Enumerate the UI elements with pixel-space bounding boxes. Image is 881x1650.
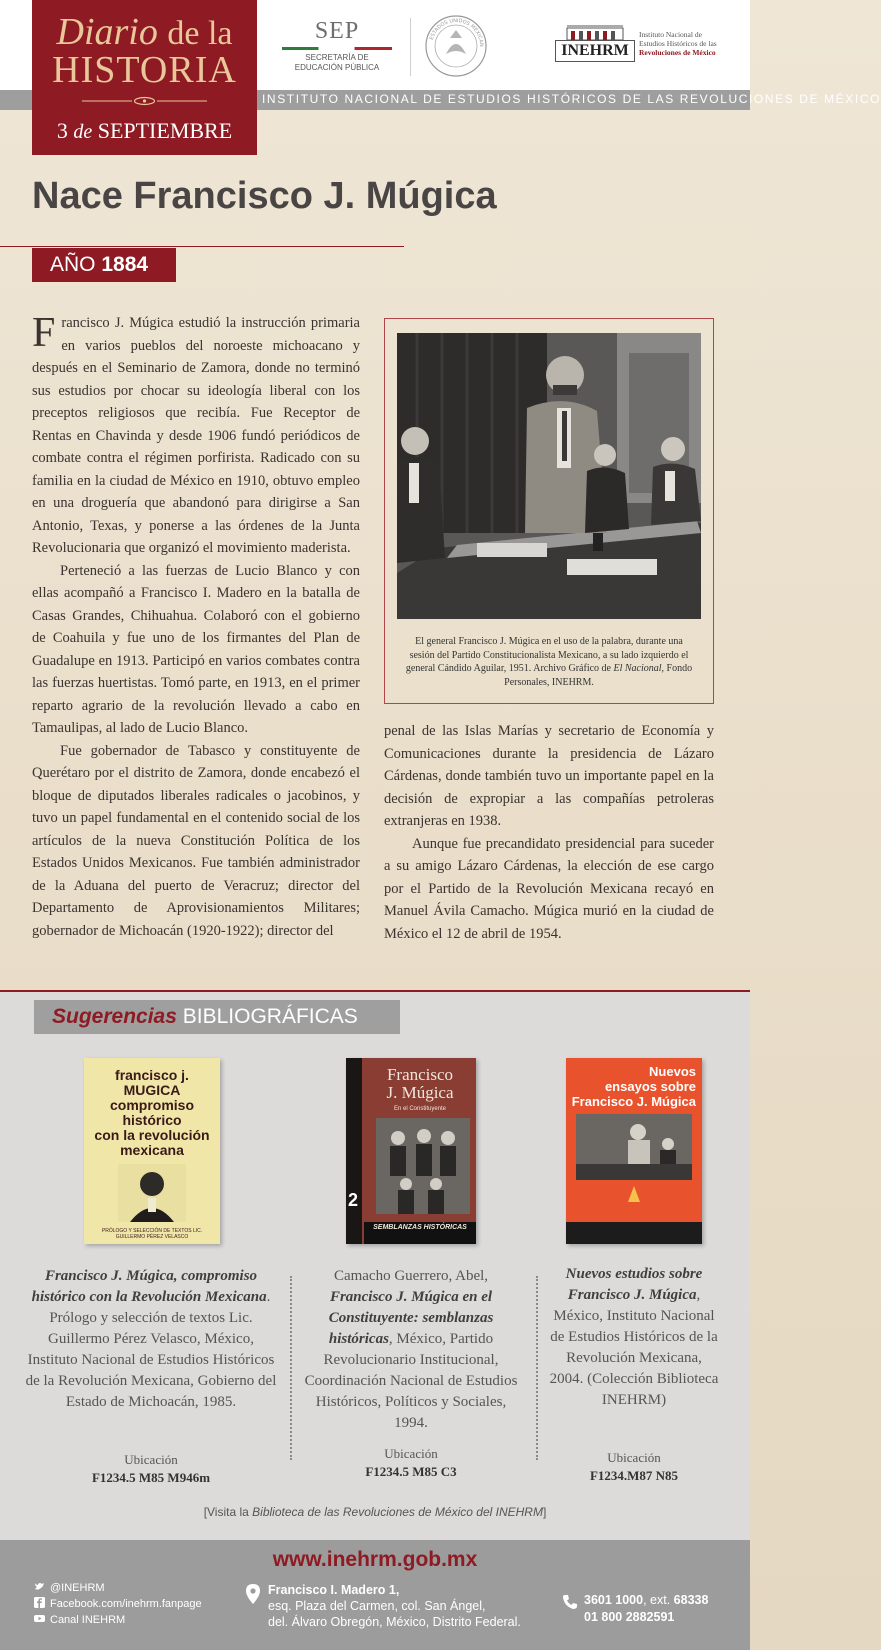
book-2-title: Francisco J. Múgica en el Constituyente: semblanzas históricas xyxy=(328,1289,494,1347)
sep-flag-stripe xyxy=(282,47,392,50)
cover3-line3: Francisco J. Múgica xyxy=(571,1094,696,1109)
youtube-link[interactable] xyxy=(34,1612,202,1628)
cover1-footer: PRÓLOGO Y SELECCIÓN DE TEXTOS LIC. GUILLERMO PÉREZ VELASCO xyxy=(101,1228,203,1240)
cover1-portrait xyxy=(118,1164,186,1222)
cover1-line1: francisco j. xyxy=(115,1067,189,1083)
cover2-title2: J. Múgica xyxy=(386,1083,454,1102)
masthead-word-historia: HISTORIA xyxy=(52,49,237,91)
masthead-word-diario: Diario xyxy=(56,11,158,53)
visit-close: ] xyxy=(542,1505,547,1519)
book-3-details: , México, Instituto Nacional de Estudios Históricos de la Revolución Mexicana, 2004. (Colección Biblioteca INEHRM) xyxy=(549,1287,719,1408)
address-line-2: esq. Plaza del Carmen, col. San Ángel, xyxy=(268,1599,486,1613)
twitter-handle: @INEHRM xyxy=(50,1582,105,1594)
suggestions-header-strong: Sugerencias xyxy=(52,1005,177,1028)
article-paragraph-2: Perteneció a las fuerzas de Lucio Blanco y con ellas acompañó a Francisco I. Madero en la batalla de Casas Grandes, Chihuahua. Colaboró con el gobierno de Coahuila y fue uno de los firmantes del Plan de Guadalupe en 1913. Participó en varios combates contra las fuerzas huertistas. Tomó parte, en 1913, en el primer reparto agrario de la revolución llevado a cabo en Tamaulipas, al lado de Lucio Blanco. xyxy=(32,562,360,736)
book-2-location-label: Ubicación xyxy=(384,1446,438,1461)
book-3-description xyxy=(548,1264,720,1411)
cover1-line5: con la revolución xyxy=(94,1127,210,1143)
facebook-url: Facebook.com/inehrm.fanpage xyxy=(50,1598,202,1610)
inehrm-abbr: INEHRM xyxy=(555,40,635,62)
logo-divider xyxy=(410,18,411,76)
book-1-description xyxy=(22,1266,280,1413)
cover3-line2: ensayos sobre xyxy=(604,1079,696,1094)
sep-sub-line2: EDUCACIÓN PÚBLICA xyxy=(294,63,380,72)
cover1-line2: MUGICA xyxy=(123,1082,181,1098)
caption-text-b: , Fondo Personales, INEHRM. xyxy=(504,663,693,688)
address xyxy=(268,1582,521,1630)
cover3-photo xyxy=(576,1114,692,1180)
suggestions-header-rest: BIBLIOGRÁFICAS xyxy=(182,1005,358,1028)
cover2-footer: SEMBLANZAS HISTÓRICAS xyxy=(373,1224,467,1231)
inehrm-fullname xyxy=(639,30,749,57)
paragraph-1-text: rancisco J. Múgica estudió la instrucción primaria en varios pueblos del noroeste michoacano y después en el Seminario de Zamora, donde no terminó sus estudios por chocar su ideología liberal con los preceptos religiosos que recibía. Fue Receptor de Rentas en Chavinda y desde 1906 fundó periódicos de combate contra el régimen porfirista. Radicado con su familia en la ciudad de México en 1910, obtuvo empleo en una droguería que abandonó para dirigirse a San Antonio, Texas, y ponerse a las órdenes de la Junta Revolucionaria que organizó el movimiento maderista. xyxy=(32,315,360,556)
inehrm-line1: Instituto Nacional de xyxy=(639,30,702,39)
youtube-icon xyxy=(34,1613,45,1624)
article-paragraph-3: Fue gobernador de Tabasco y constituyente de Querétaro por el distrito de Zamora, donde encabezó el bloque de diputados liberales radicales o jacobinos, y tuvo un papel fundamental en el contenido social de los artículos de la nueva Constitución Política de los Estados Unidos Mexicanos. Fue también administrador de la Aduana del puerto de Veracruz; director del Departamento de Aprovisionamientos Militares; gobernador de Michoacán (1920-1922); director del xyxy=(32,742,360,939)
book-2-details: , México, Partido Revolucionario Institucional, Coordinación Nacional de Estudios Históricos, Políticos y Sociales, 1994. xyxy=(304,1331,518,1431)
book-cover-3[interactable] xyxy=(566,1058,702,1244)
book-2-author: Camacho Guerrero, Abel, xyxy=(333,1268,489,1284)
phone-ext-label: , ext. xyxy=(643,1593,674,1607)
book-separator-2 xyxy=(536,1276,538,1460)
caption-text-a: El general Francisco J. Múgica en el uso de la palabra, durante una sesión del Partido Constitucionalista Mexicano, a su lado izquierdo el general Cándido Aguilar, 1951. Archivo Gráfico de xyxy=(405,636,689,674)
date-month: SEPTIEMBRE xyxy=(97,118,233,143)
cover2-sub: En el Constituyente xyxy=(393,1106,447,1112)
article-paragraph-1 xyxy=(32,312,360,560)
twitter-link[interactable] xyxy=(34,1580,202,1596)
svg-text:ESTADOS UNIDOS MEXICANOS: ESTADOS UNIDOS MEXICAN xyxy=(428,17,485,47)
masthead-word-dela: de la xyxy=(167,15,233,52)
phone-ext: 68338 xyxy=(673,1593,709,1607)
year-label: AÑO xyxy=(50,253,96,276)
library-visit-note[interactable] xyxy=(0,1505,750,1519)
twitter-icon xyxy=(34,1581,45,1592)
book-2-location-code: F1234.5 M85 C3 xyxy=(365,1464,457,1479)
masthead xyxy=(32,0,257,155)
date-de: de xyxy=(73,121,93,143)
book-3-location-label: Ubicación xyxy=(607,1450,661,1465)
article-column-right xyxy=(384,720,714,945)
visit-library-name: Biblioteca de las Revoluciones de México del INEHRM xyxy=(252,1505,543,1519)
book-cover-1[interactable] xyxy=(84,1058,220,1244)
drop-cap: F xyxy=(32,310,56,356)
article-column-left xyxy=(32,312,360,942)
book-cover-2[interactable] xyxy=(346,1058,476,1244)
institute-band-text: INSTITUTO NACIONAL DE ESTUDIOS HISTÓRICOS DE LAS REVOLUCIONES DE MÉXICO xyxy=(262,92,881,106)
facebook-link[interactable] xyxy=(34,1596,202,1612)
visit-open: [Visita la xyxy=(203,1505,253,1519)
date-day: 3 xyxy=(56,118,68,143)
inehrm-line2: Estudios Históricos de las xyxy=(639,39,717,48)
sep-logo-title: SEP xyxy=(314,18,360,44)
caption-italic: El Nacional xyxy=(613,663,662,674)
book-1-location-code: F1234.5 M85 M946m xyxy=(91,1470,211,1485)
phone-toll: 01 800 2882591 xyxy=(584,1610,675,1624)
sep-logo-subtitle xyxy=(278,53,396,73)
cover2-photo xyxy=(376,1118,470,1214)
phone-icon xyxy=(562,1594,578,1610)
inehrm-logo[interactable] xyxy=(555,24,745,68)
cover2-title1: Francisco xyxy=(386,1065,454,1084)
social-links xyxy=(34,1580,202,1628)
cover1-line6: mexicana xyxy=(120,1142,184,1158)
phone-main-line[interactable] xyxy=(584,1592,708,1609)
sep-logo[interactable] xyxy=(278,18,396,73)
book-separator-1 xyxy=(290,1276,292,1460)
historic-photo xyxy=(397,333,701,619)
location-pin-icon xyxy=(246,1584,260,1604)
address-line-3: del. Álvaro Obregón, México, Distrito Federal. xyxy=(268,1615,521,1629)
youtube-channel: Canal INEHRM xyxy=(50,1614,126,1626)
book-1-title: Francisco J. Múgica, compromiso histórico con la Revolución Mexicana xyxy=(31,1268,267,1305)
website-link[interactable]: www.inehrm.gob.mx xyxy=(272,1548,478,1571)
page-title: Nace Francisco J. Múgica xyxy=(32,175,497,217)
title-rule xyxy=(0,246,404,247)
photo-frame xyxy=(384,318,714,704)
cover2-number: 2 xyxy=(348,1190,359,1210)
book-2-description xyxy=(302,1266,520,1434)
cover1-line3: compromiso xyxy=(109,1097,194,1113)
year-value: 1884 xyxy=(101,253,149,276)
phone-main: 3601 1000 xyxy=(584,1593,644,1607)
article-paragraph-3-continued: penal de las Islas Marías y secretario de Economía y Comunicaciones durante la presidencia de Lázaro Cárdenas, donde también tuvo un importante papel en la decisión de expropiar a las compañías petroleras extranjeras en 1938. xyxy=(384,723,714,829)
year-badge xyxy=(32,248,176,282)
address-street: Francisco I. Madero 1, xyxy=(268,1583,400,1597)
inehrm-line3: Revoluciones de México xyxy=(639,48,716,57)
sep-sub-line1: SECRETARÍA DE xyxy=(305,53,369,62)
masthead-date xyxy=(32,118,257,144)
phone-toll-free[interactable] xyxy=(584,1609,708,1626)
cover3-line1: Nuevos xyxy=(649,1064,696,1079)
book-3-location-code: F1234.M87 N85 xyxy=(589,1468,679,1483)
article-paragraph-4: Aunque fue precandidato presidencial para suceder a su amigo Lázaro Cárdenas, la elección de ese cargo por el Partido de la Revolución Mexicana recayó en Manuel Ávila Camacho. Múgica murió en la ciudad de México el 12 de abril de 1954. xyxy=(384,835,714,942)
book-3-title: Nuevos estudios sobre Francisco J. Múgica xyxy=(565,1266,703,1303)
phone-numbers xyxy=(584,1592,708,1626)
book-1-location-label: Ubicación xyxy=(124,1452,178,1467)
suggestions-header xyxy=(34,1000,400,1034)
national-seal-icon xyxy=(424,14,488,78)
building-icon xyxy=(567,24,623,40)
photo-caption xyxy=(403,635,695,689)
facebook-icon xyxy=(34,1597,45,1608)
cover1-line4: histórico xyxy=(122,1112,182,1128)
book-1-details: . Prólogo y selección de textos Lic. Guillermo Pérez Velasco, México, Instituto Nacional de Estudios Históricos de la Revolución Mexicana, Gobierno del Estado de Michoacán, 1985. xyxy=(25,1289,277,1410)
ornament-icon xyxy=(82,96,207,106)
